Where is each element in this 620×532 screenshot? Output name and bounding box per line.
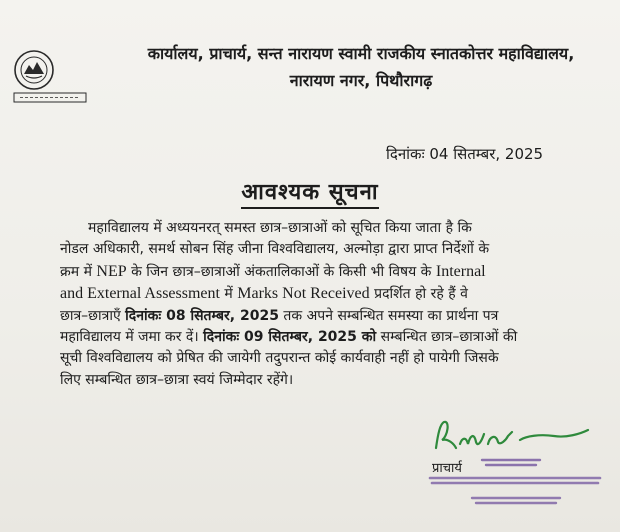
institution-header <box>126 40 596 94</box>
body-line-7: सूची विश्वविद्यालय को प्रेषित की जायेगी तदुपरान्त कोई कार्यवाही नहीं हो पायेगी जिसके <box>60 350 499 367</box>
forward-date: दिनांकः 09 सितम्बर, 2025 को <box>203 329 377 346</box>
body-line-4 <box>60 283 582 305</box>
body-text: में <box>224 286 233 303</box>
body-text: क्रम में <box>60 263 92 280</box>
notice-body <box>60 218 582 391</box>
internal-term: Internal <box>435 262 486 280</box>
body-line-8: लिए सम्बन्धित छात्र–छात्रा स्वयं जिम्मेदार रहेंगे। <box>60 371 294 388</box>
body-line-6 <box>60 327 582 348</box>
body-line-5 <box>60 306 582 327</box>
body-text: के जिन छात्र–छात्राओं अंकतालिकाओं के किसी भी विषय के <box>131 263 432 280</box>
notice-heading <box>0 176 620 209</box>
body-line-2: नोडल अधिकारी, समर्थ सोबन सिंह जीना विश्वविद्यालय, अल्मोड़ा द्वारा प्राप्त निर्देशों के <box>60 241 490 258</box>
marks-status-term: Marks Not Received <box>237 285 370 303</box>
notice-title-text: आवश्यक सूचना <box>241 176 378 209</box>
body-text: छात्र–छात्राएँ <box>60 307 121 324</box>
body-line-3 <box>60 261 582 283</box>
deadline-date: दिनांकः 08 सितम्बर, 2025 <box>125 307 279 324</box>
body-text: तक अपने सम्बन्धित समस्या का प्रार्थना पत्र <box>283 307 499 324</box>
header-line-2: नारायण नगर, पिथौरागढ़ <box>289 71 433 90</box>
office-stamp <box>420 452 610 524</box>
body-text: सम्बन्धित छात्र–छात्राओं की <box>380 329 518 346</box>
nep-term: NEP <box>96 262 127 280</box>
header-line-1: कार्यालय, प्राचार्य, सन्त नारायण स्वामी राजकीय स्नातकोत्तर महाविद्यालय, <box>147 44 575 63</box>
body-text: महाविद्यालय में जमा कर दें। <box>60 329 199 346</box>
principal-signature <box>430 414 590 454</box>
body-line-1: महाविद्यालय में अध्ययनरत् समस्त छात्र–छात्राओं को सूचित किया जाता है कि <box>88 220 472 236</box>
assessment-term: and External Assessment <box>60 285 220 303</box>
body-text: प्रदर्शित हो रहे हैं वे <box>374 286 468 303</box>
signatory-title: प्राचार्य <box>432 461 462 476</box>
college-seal-logo <box>12 46 90 106</box>
notice-date: दिनांकः 04 सितम्बर, 2025 <box>386 145 544 163</box>
